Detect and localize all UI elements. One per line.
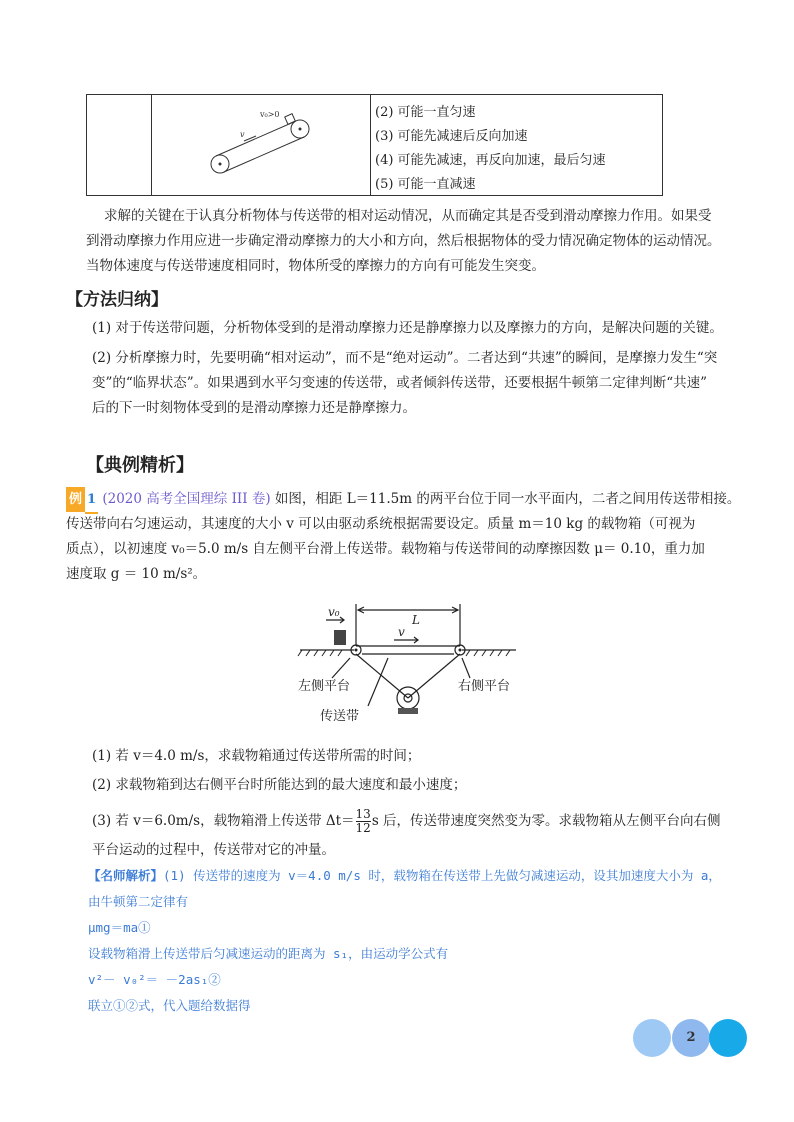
solution-line-2: 由牛顿第二定律有 [88,894,189,909]
table-item: (3) 可能先减速后反向加速 [375,129,528,144]
comparison-table [86,94,663,196]
figure-label-L: L [412,613,420,627]
method-point-2-line: (2) 分析摩擦力时，先要明确“相对运动”，而不是“绝对运动”。二者达到“共速”的瞬间，是摩擦力发生“突 [92,350,718,366]
solution-title: 【名师解析】 [88,868,164,883]
table-cell-diagram [152,95,371,195]
example-number: 1 [85,487,98,514]
question-3-part-a: (3) 若 v＝6.0m/s，载物箱滑上传送带 Δt＝ [92,813,355,829]
example-line-1-text: 如图，相距 L＝11.5m 的两平台位于同一水平面内，二者之间用传送带相接。 [274,491,741,507]
example-line-2: 传送带向右匀速运动，其速度的大小 v 可以由驱动系统根据需要设定。质量 m＝10 kg 的载物箱（可视为 [66,516,696,532]
diagram-label-v0: v₀>0 [260,110,280,119]
table-item: (4) 可能先减速，再反向加速，最后匀速 [375,153,606,168]
intro-line: 当物体速度与传送带速度相同时，物体所受的摩擦力的方向有可能发生突变。 [86,258,545,274]
incline-belt-diagram [152,95,370,195]
question-3-part-b: s 后，传送带速度突然变为零。求载物箱从左侧平台向右侧 [371,813,721,829]
figure-label-belt: 传送带 [320,709,360,724]
example-heading: 【典例精析】 [86,455,194,476]
solution-line-1 [88,866,721,884]
table-cell-empty [87,95,152,195]
conveyor-figure [294,598,524,728]
example-source: (2020 高考全国理综 III 卷) [102,491,271,507]
example-line-1 [66,487,740,514]
method-point-2-line: 变”的“临界状态”。如果遇到水平匀变速的传送带，或者倾斜传送带，还要根据牛顿第二定律判断“共速” [92,375,708,391]
example-badge: 例 [66,487,85,512]
solution-line-5: v²－ v₀²＝ －2as₁② [88,972,221,987]
page-number: 2 [672,1019,710,1057]
solution-line-4: 设载物箱滑上传送带后匀减速运动的距离为 s₁，由运动学公式有 [88,946,449,961]
fraction-denominator: 12 [355,821,371,835]
diagram-label-v: v [240,130,245,139]
solution-line-6: 联立①②式，代入题给数据得 [88,998,251,1013]
page-circle-dark [709,1019,747,1057]
page-circle-light [633,1019,671,1057]
question-3-line-2: 平台运动的过程中，传送带对它的冲量。 [92,842,335,858]
table-item: (5) 可能一直减速 [375,177,476,192]
example-line-3: 质点），以初速度 v₀＝5.0 m/s 自左侧平台滑上传送带。载物箱与传送带间的动摩擦因数 μ＝ 0.10，重力加 [66,541,705,557]
figure-label-v0: v₀ [328,605,340,619]
solution-line-3: μmg＝ma① [88,920,151,935]
table-item: (2) 可能一直匀速 [375,105,476,120]
fraction [356,808,371,835]
example-line-4: 速度取 g ＝ 10 m/s²。 [66,566,207,582]
method-point-1: (1) 对于传送带问题，分析物体受到的是滑动摩擦力还是静摩擦力以及摩擦力的方向，是解决问题的关键。 [92,320,723,336]
figure-label-left-platform: 左侧平台 [298,679,351,694]
figure-label-right-platform: 右侧平台 [458,679,511,694]
method-point-2-line: 后的下一时刻物体受到的是滑动摩擦力还是静摩擦力。 [92,400,416,416]
question-3-line-1 [92,808,721,835]
figure-label-v: v [398,625,405,639]
table-cell-items [371,95,661,195]
intro-line: 求解的关键在于认真分析物体与传送带的相对运动情况，从而确定其是否受到滑动摩擦力作用。如果受 [104,208,712,224]
question-2: (2) 求载物箱到达右侧平台时所能达到的最大速度和最小速度； [92,777,467,793]
question-1: (1) 若 v＝4.0 m/s，求载物箱通过传送带所需的时间； [92,748,421,764]
method-heading: 【方法归纳】 [66,290,168,310]
solution-text: (1) 传送带的速度为 v＝4.0 m/s 时，载物箱在传送带上先做匀减速运动，设其加速度大小为 a， [163,868,721,883]
intro-line: 到滑动摩擦力作用应进一步确定滑动摩擦力的大小和方向，然后根据物体的受力情况确定物体的运动情况。 [86,233,721,249]
fraction-numerator: 13 [355,807,371,821]
